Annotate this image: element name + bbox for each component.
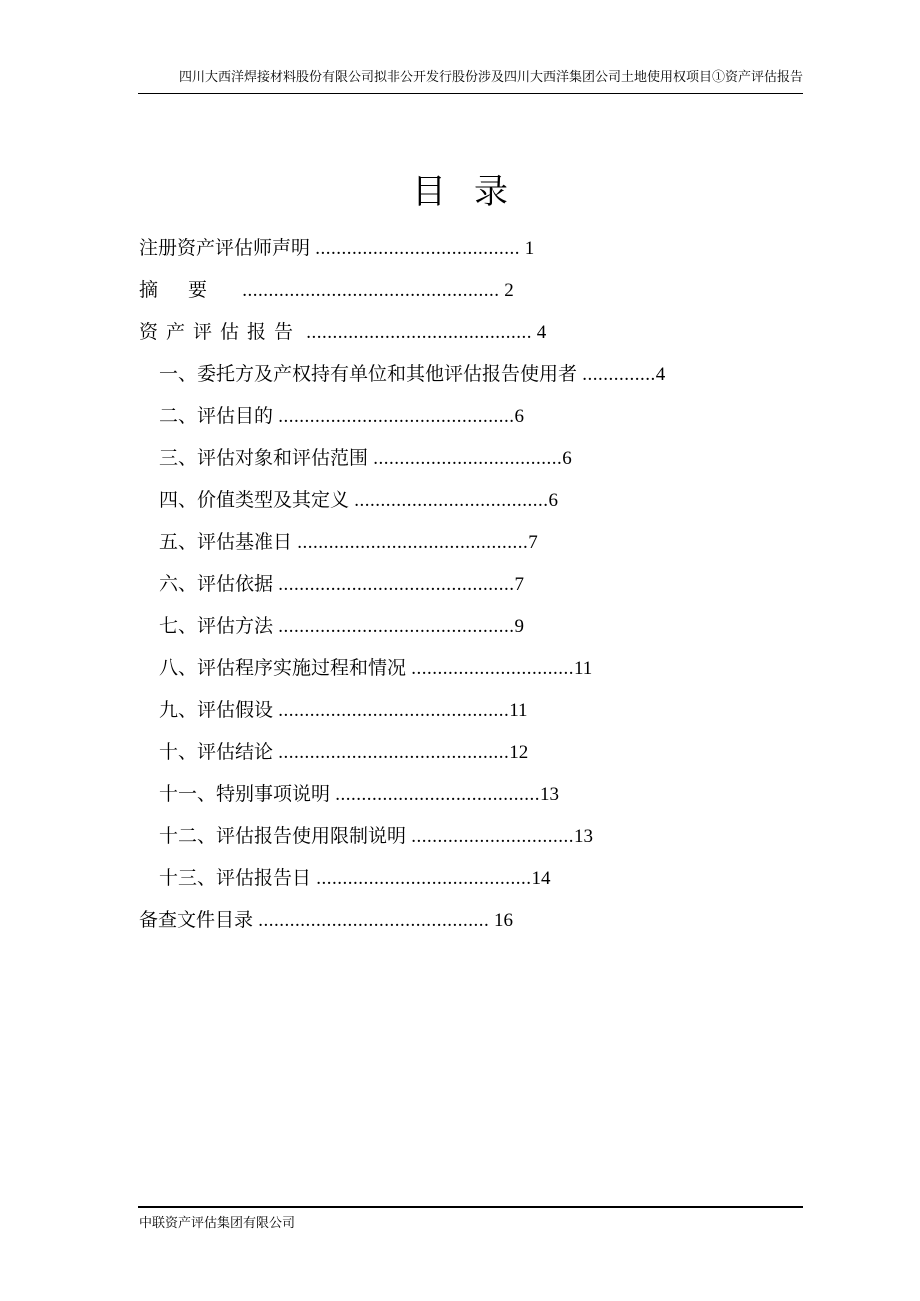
toc-entry-abstract[interactable] [139, 272, 799, 314]
toc-dot-leader: ............................................. [273, 406, 515, 427]
toc-entry-label: 十、评估结论 [159, 741, 274, 763]
toc-dot-leader: ................................................. [237, 280, 500, 301]
toc-entry-label: 十三、评估报告日 [159, 867, 312, 889]
toc-entry-reference-files[interactable] [139, 902, 799, 944]
toc-page-number: 6 [548, 490, 559, 511]
toc-entry-section-10[interactable] [139, 734, 799, 776]
toc-dot-leader: ........................................... [301, 322, 533, 343]
toc-entry-declaration[interactable] [139, 230, 799, 272]
toc-page-number: 7 [514, 574, 525, 595]
toc-dot-leader: ............................................. [273, 574, 515, 595]
toc-entry-label: 摘要 [139, 279, 238, 301]
toc-page-number: 14 [531, 868, 551, 889]
toc-entry-label: 五、评估基准日 [159, 531, 293, 553]
toc-entry-section-9[interactable] [139, 692, 799, 734]
toc-page-number: 12 [509, 742, 529, 763]
toc-entry-label: 十一、特别事项说明 [159, 783, 331, 805]
toc-page-number: 6 [562, 448, 572, 469]
toc-page-number: 9 [514, 616, 525, 637]
toc-page-number: 2 [504, 280, 514, 301]
toc-entry-label: 八、评估程序实施过程和情况 [159, 657, 407, 679]
toc-entry-label: 一、委托方及产权持有单位和其他评估报告使用者 [159, 363, 578, 385]
header-rule [138, 93, 803, 94]
toc-entry-section-5[interactable] [139, 524, 799, 566]
toc-entry-label: 四、价值类型及其定义 [159, 489, 350, 511]
toc-dot-leader: ......................................... [311, 868, 532, 889]
toc-page-number: 16 [494, 910, 514, 931]
toc-dot-leader: ............................................ [273, 742, 510, 763]
toc-entry-label: 十二、评估报告使用限制说明 [159, 825, 407, 847]
toc-entry-section-7[interactable] [139, 608, 799, 650]
toc-page-number: 13 [540, 784, 560, 805]
toc-entry-section-3[interactable] [139, 440, 799, 482]
toc-dot-leader: ............................................ [292, 532, 529, 553]
toc-entry-label: 七、评估方法 [159, 615, 274, 637]
running-header: 四川大西洋焊接材料股份有限公司拟非公开发行股份涉及四川大西洋集团公司土地使用权项目①资产评估报告 [178, 70, 803, 85]
toc-entry-section-11[interactable] [139, 776, 799, 818]
toc-dot-leader: ..................................... [349, 490, 549, 511]
toc-entry-label: 注册资产评估师声明 [139, 237, 311, 259]
toc-page-number: 11 [509, 700, 528, 721]
toc-entry-section-4[interactable] [139, 482, 799, 524]
toc-dot-leader: ............................................ [253, 910, 490, 931]
toc-page-number: 4 [655, 364, 666, 385]
toc-dot-leader: ....................................... [310, 238, 521, 259]
toc-entry-section-6[interactable] [139, 566, 799, 608]
toc-entry-label: 备查文件目录 [139, 909, 254, 931]
toc-entry-section-12[interactable] [139, 818, 799, 860]
toc-entry-section-8[interactable] [139, 650, 799, 692]
toc-page-number: 1 [524, 238, 535, 259]
toc-dot-leader: ............................................. [273, 616, 515, 637]
toc-page-number: 4 [536, 322, 547, 343]
toc-page-number: 6 [514, 406, 525, 427]
toc-entry-label: 二、评估目的 [159, 405, 274, 427]
toc-page-number: 7 [528, 532, 538, 553]
footer-rule [138, 1206, 803, 1208]
toc-dot-leader: .............. [577, 364, 656, 385]
table-of-contents [139, 230, 799, 944]
toc-entry-label: 六、评估依据 [159, 573, 274, 595]
toc-dot-leader: ....................................... [330, 784, 541, 805]
toc-dot-leader: .................................... [368, 448, 563, 469]
toc-entry-report[interactable] [139, 314, 799, 356]
page-title: 目录 [412, 172, 536, 212]
footer-company: 中联资产评估集团有限公司 [139, 1216, 296, 1231]
toc-entry-section-1[interactable] [139, 356, 799, 398]
toc-entry-section-13[interactable] [139, 860, 799, 902]
toc-entry-label: 九、评估假设 [159, 699, 274, 721]
toc-dot-leader: ............................... [406, 658, 575, 679]
toc-page-number: 11 [574, 658, 593, 679]
toc-entry-label: 资产评估报告 [139, 321, 302, 343]
toc-entry-section-2[interactable] [139, 398, 799, 440]
toc-page-number: 13 [574, 826, 594, 847]
toc-dot-leader: ............................... [406, 826, 575, 847]
toc-dot-leader: ............................................ [273, 700, 510, 721]
toc-entry-label: 三、评估对象和评估范围 [159, 447, 369, 469]
